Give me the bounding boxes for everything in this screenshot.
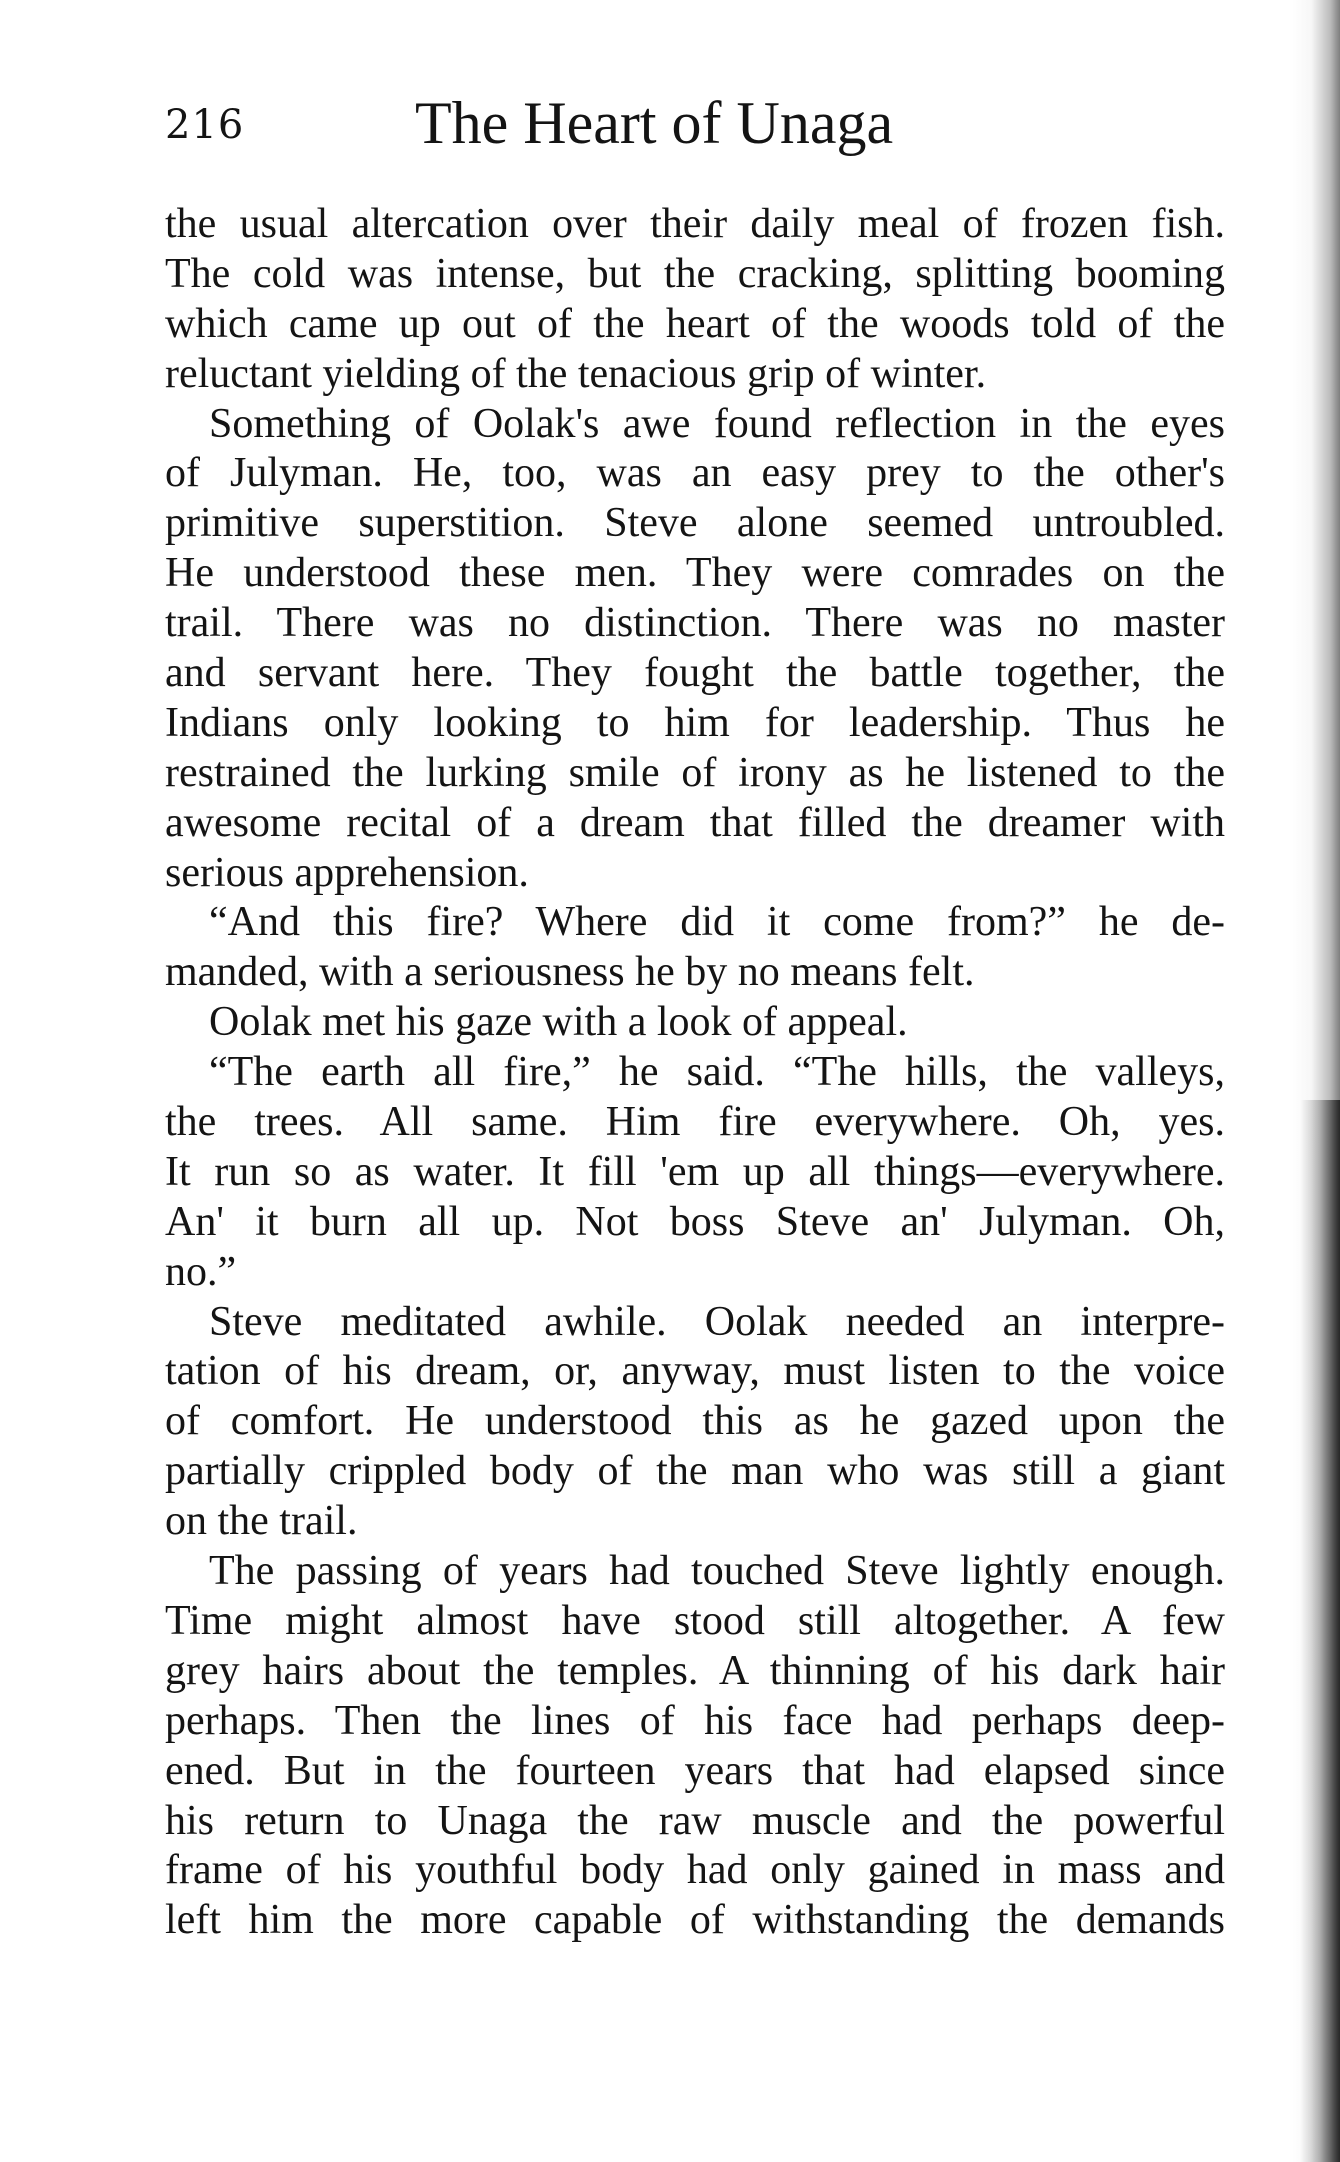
- text-line: the usual altercation over their daily meal of frozen fish.: [165, 201, 1225, 247]
- text-line: “And this fire? Where did it come from?” he de-: [209, 899, 1225, 946]
- text-line: of Julyman. He, too, was an easy prey to the other's: [165, 450, 1225, 497]
- text-line: left him the more capable of withstanding the demands: [165, 1897, 1225, 1944]
- text-line: which came up out of the heart of the woods told of the: [165, 300, 1225, 347]
- text-line: grey hairs about the temples. A thinning of his dark hair: [165, 1647, 1225, 1694]
- text-line: manded, with a seriousness he by no means felt.: [165, 949, 975, 996]
- text-line: An' it burn all up. Not boss Steve an' Julyman. Oh,: [165, 1198, 1225, 1245]
- text-line: It run so as water. It fill 'em up all things—everywhere.: [165, 1148, 1225, 1195]
- text-line: ened. But in the fourteen years that had elapsed since: [165, 1747, 1225, 1794]
- text-line: tation of his dream, or, anyway, must listen to the voice: [165, 1348, 1225, 1395]
- text-line: frame of his youthful body had only gained in mass and: [165, 1847, 1225, 1894]
- text-line: primitive superstition. Steve alone seemed untroubled.: [165, 500, 1225, 547]
- text-line: awesome recital of a dream that filled the dreamer with: [165, 799, 1225, 846]
- text-line: The cold was intense, but the cracking, splitting booming: [165, 250, 1225, 297]
- text-line: restrained the lurking smile of irony as he listened to the: [165, 749, 1225, 796]
- text-line: his return to Unaga the raw muscle and the powerful: [165, 1797, 1225, 1844]
- running-title: The Heart of Unaga: [415, 90, 894, 156]
- page-edge-shadow-lower: [1300, 1100, 1340, 2162]
- text-line: The passing of years had touched Steve lightly enough.: [209, 1548, 1225, 1595]
- text-line: serious apprehension.: [165, 849, 529, 896]
- page-number: 216: [165, 102, 245, 148]
- text-line: Indians only looking to him for leadership. Thus he: [165, 699, 1225, 746]
- text-line: Time might almost have stood still altogether. A few: [165, 1597, 1225, 1644]
- text-line: on the trail.: [165, 1498, 358, 1545]
- text-line: He understood these men. They were comrades on the: [165, 550, 1225, 597]
- text-line: perhaps. Then the lines of his face had perhaps deep-: [165, 1697, 1225, 1744]
- text-line: partially crippled body of the man who was still a giant: [165, 1448, 1225, 1495]
- text-line: the trees. All same. Him fire everywhere. Oh, yes.: [165, 1099, 1225, 1146]
- text-line: trail. There was no distinction. There was no master: [165, 600, 1225, 647]
- text-line: Something of Oolak's awe found reflection in the eyes: [209, 400, 1225, 447]
- text-line: “The earth all fire,” he said. “The hills, the valleys,: [209, 1049, 1225, 1096]
- page-header: [165, 88, 1225, 168]
- text-line: Steve meditated awhile. Oolak needed an interpre-: [209, 1298, 1225, 1345]
- text-line: Oolak met his gaze with a look of appeal.: [209, 999, 908, 1046]
- text-line: no.”: [165, 1248, 237, 1295]
- text-line: of comfort. He understood this as he gazed upon the: [165, 1398, 1225, 1445]
- body-text: [165, 200, 1225, 1946]
- text-line: and servant here. They fought the battle together, the: [165, 650, 1225, 697]
- text-line: reluctant yielding of the tenacious grip of winter.: [165, 350, 987, 397]
